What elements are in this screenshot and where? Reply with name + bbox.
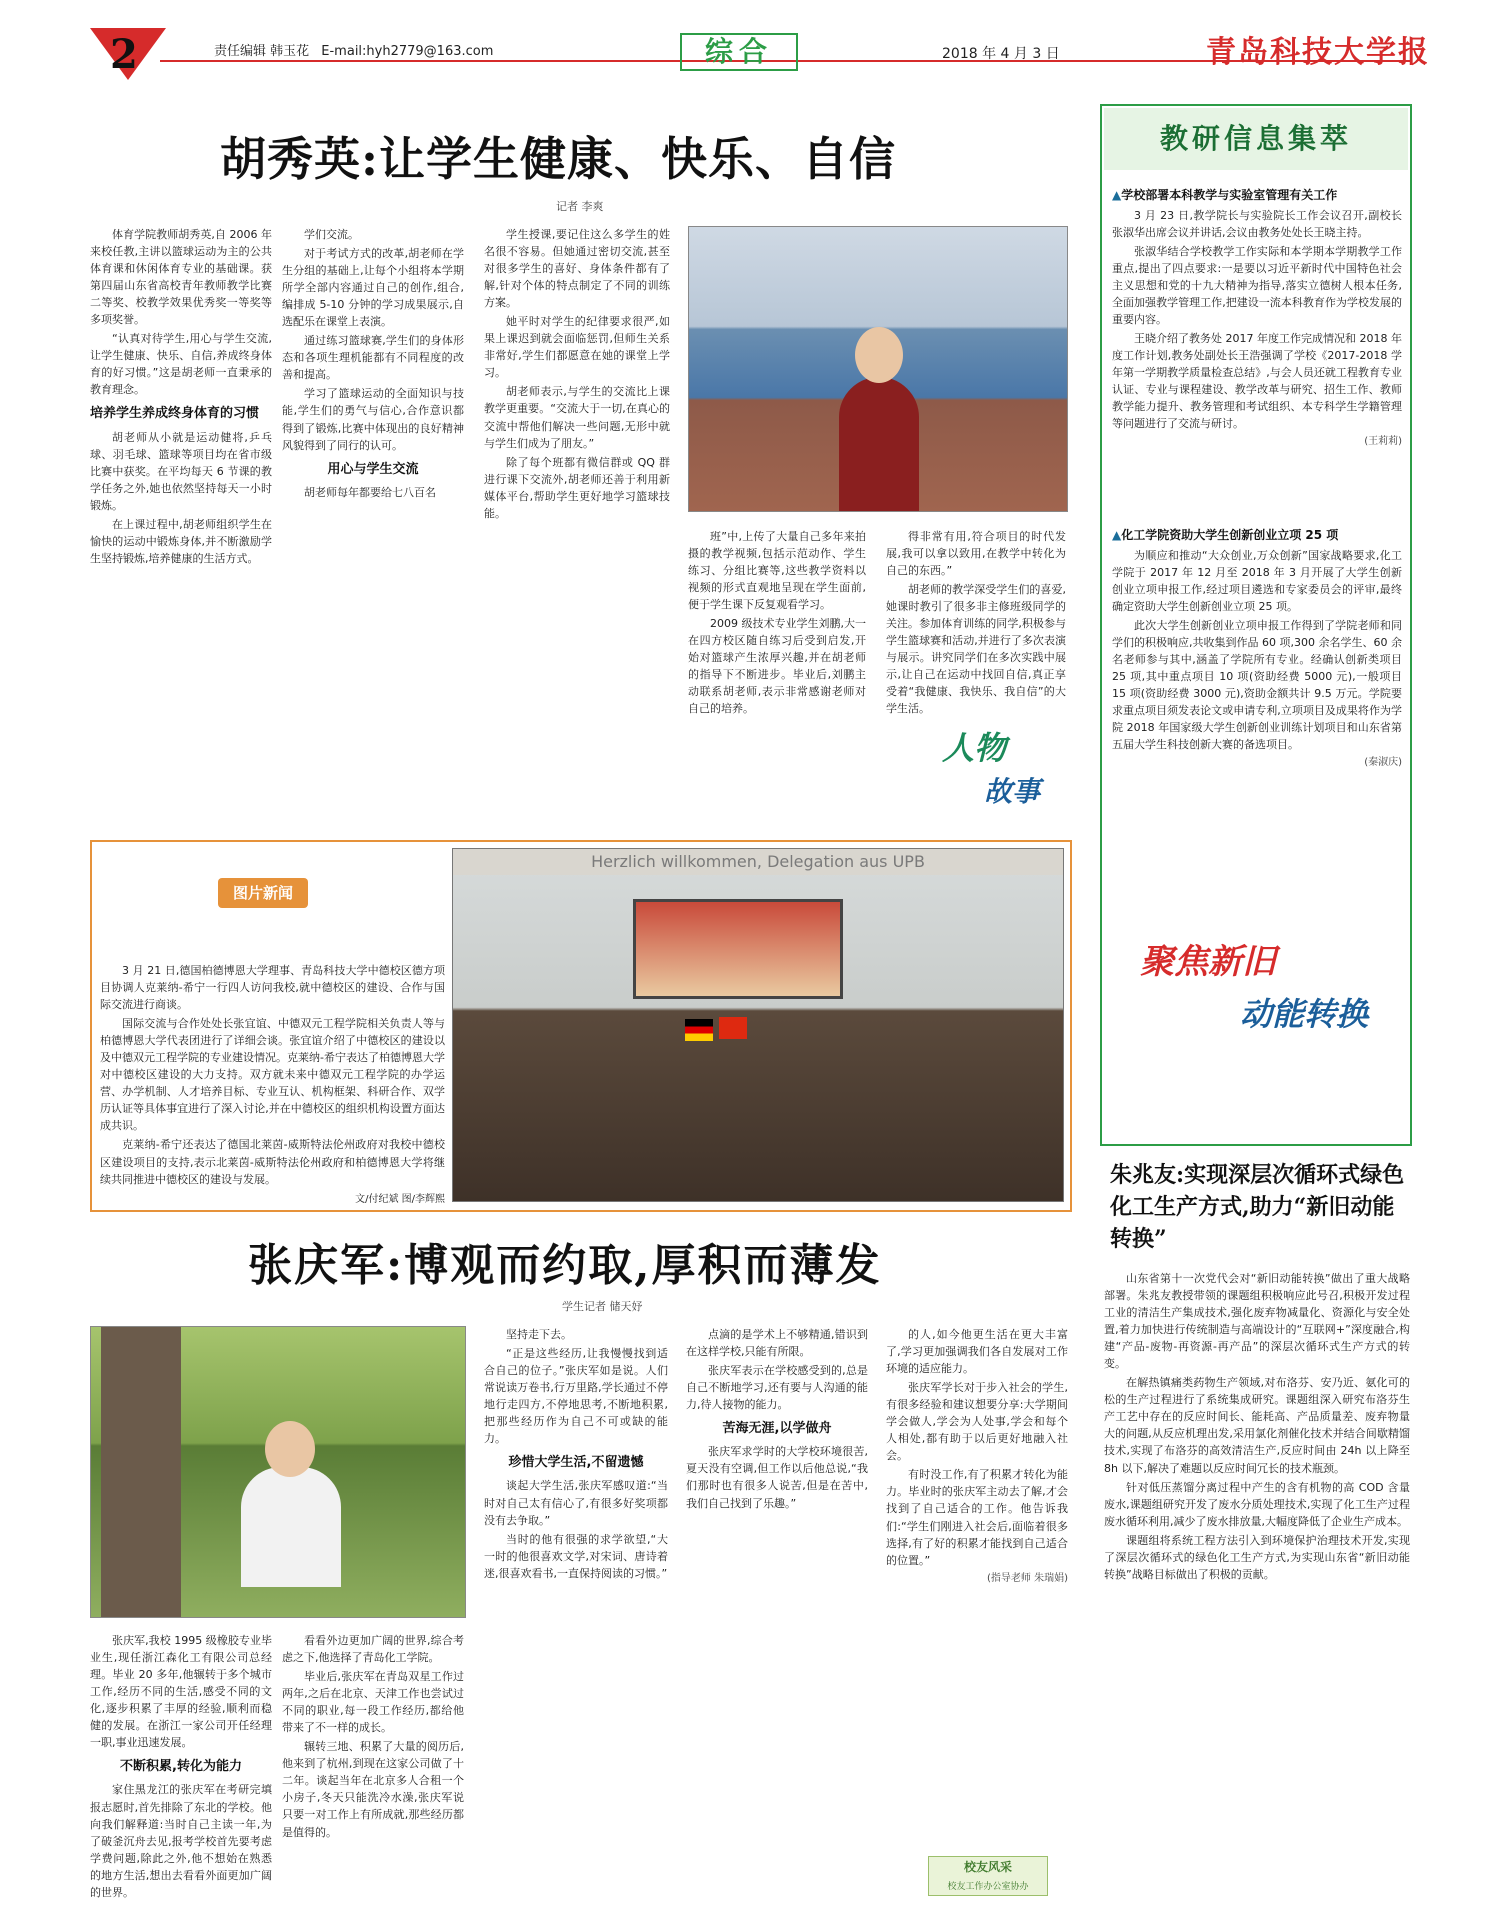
person-head — [855, 327, 903, 383]
person-figure — [839, 377, 919, 512]
paragraph: 除了每个班都有微信群或 QQ 群进行课下交流外,胡老师还善于利用新媒体平台,帮助学生更好地学习篮球技能。 — [484, 455, 670, 520]
second-column-5 — [886, 1326, 1068, 1586]
paragraph: 点滴的是学术上不够精通,错识到在这样学校,只能有所限。 — [686, 1328, 868, 1359]
paragraph: 张庆军表示在学校感受到的,总是自己不断地学习,还有要与人沟通的能力,待人接物的能力。 — [686, 1364, 868, 1412]
paragraph: 胡老师的教学深受学生们的喜爱,她课时教引了很多非主修班级同学的关注。参加体育训练的同学,积极参与学生篮球赛和活动,并进行了多次表演与展示。讲究同学们在多次实践中展示,让自己在运动中找回自信,真正享受着“我健康、我快乐、我自信”的大学生活。 — [886, 583, 1066, 716]
paragraph: 2009 级技术专业学生刘鹏,大一在四方校区随自练习后受到启发,开始对篮球产生浓厚兴趣,并在胡老师的指导下不断进步。毕业后,刘鹏主动联系胡老师,表示非常感谢老师对自己的培养。 — [688, 617, 866, 716]
alumni-logo-line-2: 校友工作办公室协办 — [947, 1882, 1029, 1892]
item-signature: (王莉莉) — [1364, 436, 1402, 448]
german-flag-icon — [685, 1019, 713, 1041]
paragraph: 张淑华结合学校教学工作实际和本学期本学期教学工作重点,提出了四点要求:一是要以习近平新时代中国特色社会主义思想和党的十九大精神为指导,落实立德树人根本任务,全面加强教学管理工作,把建设一流本科教育作为学校发展的重要内容。 — [1112, 244, 1402, 326]
paragraph: 针对低压蒸馏分离过程中产生的含有机物的高 COD 含量废水,课题组研究开发了废水分质处理技术,实现了化工生产过程废水循环利用,减少了废水排放量,大幅度降低了企业生产成本。 — [1104, 1480, 1410, 1528]
paragraph: 当时的他有很强的求学欲望,“大一时的他很喜欢文学,对宋词、唐诗着迷,很喜欢看书,一直保持阅读的习惯。” — [484, 1532, 668, 1580]
paragraph: 此次大学生创新创业立项申报工作得到了学院老师和同学们的积极响应,共收集到作品 60 项,300 余名学生、60 余名老师参与其中,涵盖了学院所有专业。经确认创新类项目 25 项,其中重点项目 10 项(资助经费 5000 元),一般项目 15 项(资助经费 3000 元),资助金额共计 9.5 万元。学院要求重点项目须发表论文或申请专利,立项项目及成果将作为学院 2018 年国家级大学生创新创业训练计划项目和山东省第五届大学生科技创新大赛的备选项目。 — [1112, 618, 1402, 752]
second-article-title: 张庆军:博观而约取,厚积而薄发 — [248, 1240, 882, 1291]
subheading: 用心与学生交流 — [327, 461, 419, 477]
paragraph: 张庆军求学时的大学校环境很苦,夏天没有空调,但工作以后他总说,“我们那时也有很多人说苦,但是在苦中,我们自己找到了乐趣。” — [686, 1445, 868, 1510]
paragraph: 的人,如今他更生活在更大丰富了,学习更加强调我们各自发展对工作环境的适应能力。 — [886, 1328, 1068, 1376]
paragraph: 毕业后,张庆军在青岛双星工作过两年,之后在北京、天津工作也尝试过不同的职业,每一段工作经历,都给他带来了不一样的成长。 — [282, 1670, 464, 1735]
person-head — [265, 1421, 315, 1477]
second-byline: 学生记者 储天妤 — [562, 1300, 643, 1313]
lead-photo — [688, 226, 1068, 512]
second-column-2 — [282, 1632, 464, 1843]
story-tag-line-2: 故事 — [984, 775, 1041, 808]
paragraph: 谈起大学生活,张庆军感叹道:“当时对自己太有信心了,有很多好奖项都没有去争取。” — [484, 1479, 668, 1527]
paragraph: 张庆军学长对于步入社会的学生,有很多经验和建议想要分享:大学期间学会做人,学会为人处事,学会和每个人相处,都有助于以后更好地融入社会。 — [886, 1381, 1068, 1463]
paragraph: 胡老师每年都要给七八百名 — [304, 485, 436, 499]
paragraph: 学们交流。 — [304, 228, 359, 241]
sidebar-item-heading: ▲化工学院资助大学生创新创业立项 25 项 — [1112, 528, 1339, 542]
second-column-4 — [686, 1326, 868, 1514]
publication-date: 2018 年 4 月 3 日 — [942, 46, 1060, 62]
paragraph: 学生授课,要记住这么多学生的姓名很不容易。但她通过密切交流,甚至对很多学生的喜好、身体条件都有了解,针对个体的特点制定了不同的训练方案。 — [484, 228, 670, 310]
paragraph: 在上课过程中,胡老师组织学生在愉快的运动中锻炼身体,并不断激励学生坚持锻炼,培养健康的生活方式。 — [90, 517, 272, 565]
lead-column-4 — [688, 528, 866, 720]
paragraph: 对于考试方式的改革,胡老师在学生分组的基础上,让每个小组将本学期所学全部内容通过自己的创作,组合,编排成 5-10 分钟的学习成果展示,自选配乐在课堂上表演。 — [282, 247, 464, 329]
focus-article-body — [1104, 1270, 1410, 1585]
paragraph: 张庆军,我校 1995 级橡胶专业毕业生,现任浙江森化工有限公司总经理。毕业 20 多年,他辗转于多个城市工作,经历不同的生活,感受不同的文化,逐步积累了丰厚的经验,顺利而稳健的发展。在浙江一家公司开任经理一职,事业迅速发展。 — [90, 1634, 272, 1750]
lead-column-3 — [484, 226, 670, 524]
focus-logo — [1120, 930, 1390, 1050]
sidebar-item-1 — [1112, 186, 1402, 450]
focus-article-title: 朱兆友:实现深层次循环式绿色化工生产方式,助力“新旧动能转换” — [1110, 1162, 1405, 1252]
photo-news-credits: 文/付纪斌 图/李辉熙 — [355, 1193, 445, 1205]
editor-info — [214, 42, 501, 62]
paragraph: 家住黑龙江的张庆军在考研完填报志愿时,首先排除了东北的学校。他向我们解释道:当时自己主读一年,为了破釜沉舟去见,报考学校首先要考虑学费问题,除此之外,他不想始在熟悉的地方生活,想出去看看外面更加广阔的世界。 — [90, 1783, 272, 1899]
projector-screen — [633, 899, 843, 999]
paragraph: 为顺应和推动“大众创业,万众创新”国家战略要求,化工学院于 2017 年 12 月至 2018 年 3 月开展了大学生创新创业立项申报工作,经过项目遴选和专家委员会的评审,最终确定资助大学生创新创业立项 25 项。 — [1112, 548, 1402, 613]
paragraph: “认真对待学生,用心与学生交流,让学生健康、快乐、自信,养成终身体育的好习惯。”这是胡老师一直秉承的教育理念。 — [90, 332, 272, 397]
second-column-3 — [484, 1326, 668, 1584]
page-number: 2 — [110, 31, 138, 78]
lead-byline: 记者 李爽 — [556, 200, 604, 213]
paragraph: 3 月 21 日,德国柏德博恩大学理事、青岛科技大学中德校区德方项目协调人克莱纳-希宁一行四人访问我校,就中德校区的建设、合作与国际交流进行商谈。 — [100, 964, 445, 1012]
paragraph: 胡老师表示,与学生的交流比上课教学更重要。“交流大于一切,在真心的交流中帮他们解决一些问题,无形中就与学生们成为了朋友。” — [484, 385, 670, 450]
paragraph: 在解热镇痛类药物生产领域,对布洛芬、安乃近、氨化可的松的生产过程进行了系统集成研究。课题组深入研究布洛芬生产工艺中存在的反应时间长、能耗高、产品质量差、废弃物量大的问题,从反应机理出发,采用氯化剂催化技术并结合间歇精馏技术,实现了布洛芬的高效清洁生产,反应时间由 24h 以上降至 8h 以下,解决了难题以反应时间冗长的技术瓶颈。 — [1104, 1376, 1410, 1475]
lead-column-5 — [886, 528, 1066, 720]
editor-email[interactable]: E-mail:hyh2779@163.com — [321, 44, 494, 59]
section-label: 综合 — [680, 33, 798, 71]
subheading: 培养学生养成终身体育的习惯 — [90, 406, 260, 422]
subheading: 珍惜大学生活,不留遗憾 — [508, 1455, 644, 1471]
alumni-column-logo — [928, 1856, 1048, 1896]
paragraph: 体育学院教师胡秀英,自 2006 年来校任教,主讲以篮球运动为主的公共体育课和休闲体育专业的基础课。获第四届山东省高校青年教师教学比赛二等奖、校教学效果优秀奖一等奖等多项奖誉。 — [90, 228, 272, 327]
paragraph: 克莱纳-希宁还表达了德国北莱茵-威斯特法伦州政府对我校中德校区建设项目的支持,表示北莱茵-威斯特法伦州政府和柏德博恩大学将继续共同推进中德校区的建设与发展。 — [100, 1138, 445, 1186]
sidebar-title: 教研信息集萃 — [1104, 108, 1408, 170]
paragraph: 山东省第十一次党代会对“新旧动能转换”做出了重大战略部署。朱兆友教授带领的课题组积极响应此号召,积极开发过程工业的清洁生产集成技术,强化废弃物减量化、资源化与安全处置,着力加快进行传统制造与高端设计的“互联网+”深度融合,构建“产品-废物-再资源-再产品”的深层次循环式生产方式的转变。 — [1104, 1272, 1410, 1371]
lead-column-1 — [90, 226, 272, 569]
paragraph: 辗转三地、积累了大量的阅历后,他来到了杭州,到现在这家公司做了十二年。谈起当年在北京多人合租一个小房子,冬天只能洗冷水澡,张庆军说只要一对工作上有所成就,那些经历都是值得的。 — [282, 1740, 464, 1839]
story-tag — [902, 720, 1062, 820]
triangle-bullet-icon: ▲ — [1112, 188, 1122, 202]
paragraph: 有时没工作,有了积累才转化为能力。毕业时的张庆军主动去了解,才会找到了自己适合的工作。他告诉我们:“学生们刚进入社会后,面临着很多选择,有了好的积累才能找到自己适合的位置。” — [886, 1468, 1068, 1567]
item-signature: (秦淑庆) — [1364, 757, 1402, 769]
alumni-photo — [90, 1326, 466, 1618]
meeting-photo — [452, 848, 1064, 1202]
paragraph: 通过练习篮球赛,学生们的身体形态和各项生理机能都有不同程度的改善和提高。 — [282, 334, 464, 382]
lead-column-2 — [282, 226, 464, 503]
chinese-flag-icon — [719, 1017, 747, 1039]
subheading: 不断积累,转化为能力 — [120, 1759, 242, 1775]
paragraph: 3 月 23 日,教学院长与实验院长工作会议召开,副校长张淑华出席会议并讲话,会议由教务处处长王晓主持。 — [1112, 208, 1402, 239]
photo-news-text — [100, 962, 445, 1207]
sidebar-item-2 — [1112, 526, 1402, 771]
paragraph: 王晓介绍了教务处 2017 年度工作完成情况和 2018 年度工作计划,教务处副处长王浩强调了学校《2017-2018 学年第一学期教学质量检查总结》,与会人员还就工程教育专业认证、专业与课程建设、教学改革与研究、招生工作、教师教学能力提升、教务管理和考试组织、本专科学生学籍管理等问题进行了交流与研讨。 — [1112, 331, 1402, 431]
newspaper-logo: 青岛科技大学报 — [1206, 35, 1430, 70]
person-figure — [241, 1467, 341, 1587]
paragraph: 学习了篮球运动的全面知识与技能,学生们的勇气与信心,合作意识都得到了锻炼,比赛中体现出的良好精神风貌得到了同行的认可。 — [282, 387, 464, 452]
article-signature: (指导老师 朱瑞娟) — [987, 1572, 1068, 1584]
alumni-logo-line-1: 校友风采 — [963, 1860, 1012, 1874]
paragraph: “正是这些经历,让我慢慢找到适合自己的位子。”张庆军如是说。人们常说读万卷书,行万里路,学长通过不停地行走四方,不停地思考,不断地积累,把那些经历作为自己不可或缺的能力。 — [484, 1347, 668, 1446]
paragraph: 她平时对学生的纪律要求很严,如果上课迟到就会面临惩罚,但师生关系非常好,学生们都愿意在她的课堂上学习。 — [484, 315, 670, 380]
sidebar-item-heading: ▲学校部署本科教学与实验室管理有关工作 — [1112, 188, 1338, 202]
subheading: 苦海无涯,以学做舟 — [722, 1421, 832, 1437]
story-tag-line-1: 人物 — [942, 729, 1007, 767]
editor-name: 责任编辑 韩玉花 — [214, 44, 310, 59]
second-column-1 — [90, 1632, 272, 1903]
tree-trunk — [101, 1327, 181, 1618]
paragraph: 课题组将系统工程方法引入到环境保护治理技术开发,实现了深层次循环式的绿色化工生产方式,为实现山东省“新旧动能转换”战略目标做出了积极的贡献。 — [1104, 1533, 1410, 1581]
paragraph: 班”中,上传了大量自己多年来拍摄的教学视频,包括示范动作、学生练习、分组比赛等,这些教学资料以视频的形式直观地呈现在学生面前,便于学生课下反复观看学习。 — [688, 530, 866, 612]
paragraph: 胡老师从小就是运动健将,乒乓球、羽毛球、篮球等项目均在省市级比赛中获奖。在平均每天 6 节课的教学任务之外,她也依然坚持每天一小时锻炼。 — [90, 430, 272, 512]
paragraph: 得非常有用,符合项目的时代发展,我可以拿以致用,在教学中转化为自己的东西。” — [886, 530, 1066, 578]
paragraph: 坚持走下去。 — [506, 1328, 572, 1341]
focus-logo-line-1: 聚焦新旧 — [1140, 942, 1276, 982]
lead-article-title: 胡秀英:让学生健康、快乐、自信 — [220, 132, 896, 186]
photo-news-tag: 图片新闻 — [218, 878, 308, 908]
triangle-bullet-icon: ▲ — [1112, 528, 1122, 542]
focus-logo-line-2: 动能转换 — [1240, 995, 1369, 1033]
paragraph: 看看外边更加广阔的世界,综合考虑之下,他选择了青岛化工学院。 — [282, 1634, 464, 1665]
paragraph: 国际交流与合作处处长张宜谊、中德双元工程学院相关负责人等与柏德博恩大学代表团进行了详细会谈。张宜谊介绍了中德校区的建设以及中德双元工程学院的专业建设情况。克莱纳-希宁表达了柏德博恩大学对中德校区建设的大力支持。双方就未来中德双元工程学院的办学运营、办学机制、人才培养目标、专业互认、机构框架、科研合作、双学历认证等具体事宜进行了深入讨论,并在中德校区的组织机构设置方面达成共识。 — [100, 1017, 445, 1133]
meeting-banner: Herzlich willkommen, Delegation aus UPB — [453, 849, 1063, 875]
